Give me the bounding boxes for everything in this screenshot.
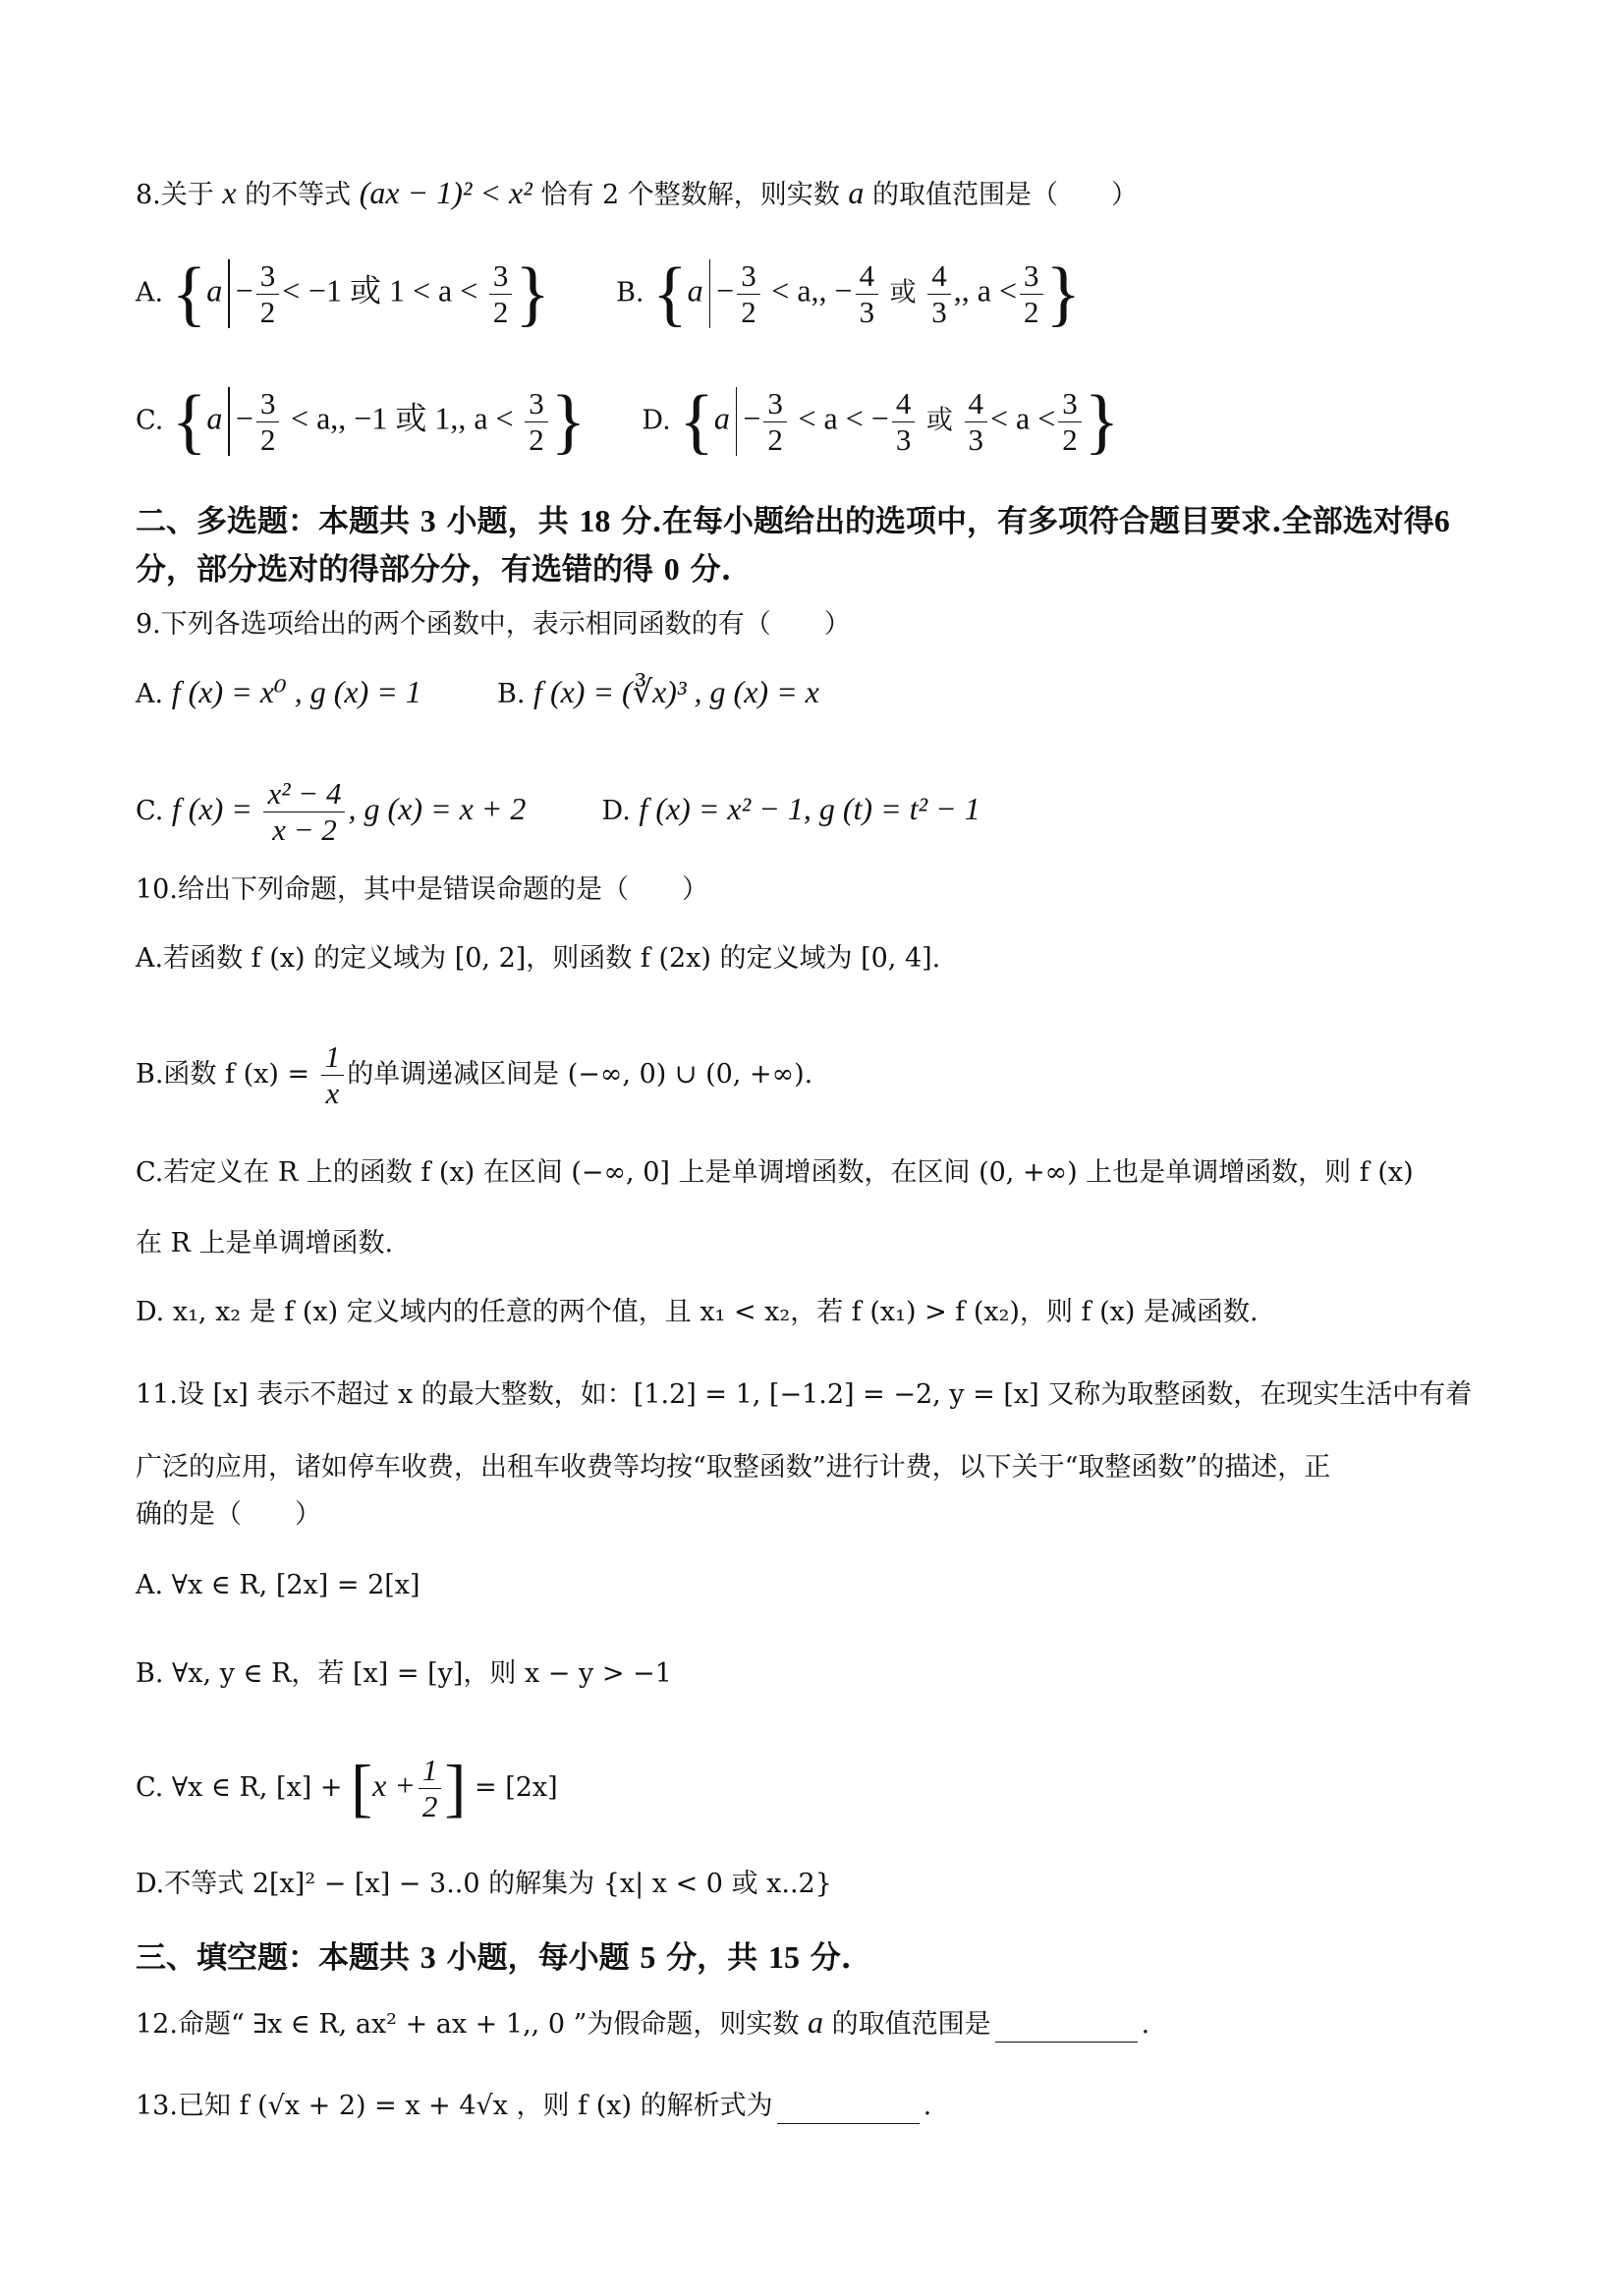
q8-stem: 8.关于 x 的不等式 (ax − 1)² < x² 恰有 2 个整数解，则实数 a 的取值范围是（ ） — [136, 175, 1138, 210]
q13-answer-blank[interactable] — [777, 2096, 920, 2124]
q9-options-ab — [136, 674, 819, 712]
q8-option-c[interactable]: C. {a − $\frac{3}{2}$ < a,, −1 或 1,, a < $\frac{3}{2}$ } — [136, 381, 587, 462]
q10-option-b[interactable]: B.函数 f (x) = $\frac{1}{x}$ 的单调递减区间是 (−∞, 0) ∪ (0, +∞). — [136, 1039, 813, 1110]
q8-option-d[interactable]: D. {a − $\frac{3}{2}$ < a < − $\frac{4}{3}$ 或 $\frac{4}{3}$ < a < $\frac{3}{2}$ } — [642, 381, 1120, 462]
q9-option-d[interactable]: D. f (x) = x² − 1, g (t) = t² − 1 — [601, 791, 980, 826]
q9-stem: 9.下列各选项给出的两个函数中，表示相同函数的有（ ） — [136, 609, 851, 640]
q11-stem-line3: 确的是（ ） — [136, 1499, 321, 1530]
q11-option-b[interactable]: B. ∀x, y ∈ R，若 [x] = [y]，则 x − y > −1 — [136, 1658, 672, 1689]
q12: 12.命题“ ∃x ∈ R, ax² + ax + 1,, 0 ”为假命题，则实数 a 的取值范围是 . — [136, 2004, 1149, 2043]
q8-options-cd — [136, 381, 1120, 462]
q11-stem-line2: 广泛的应用，诸如停车收费，出租车收费等均按“取整函数”进行计费，以下关于“取整函数”的描述，正 — [136, 1452, 1331, 1483]
q12-answer-blank[interactable] — [995, 2014, 1138, 2043]
q9-option-c[interactable]: C. f (x) = $\frac{\text{x² − 4}}{x - 2}$ , g (x) = x + 2 — [136, 776, 527, 847]
q8-option-a[interactable]: A. {a − $\frac{3}{2}$ < −1 或 1 < a < $\frac{3}{2}$ } — [136, 253, 550, 334]
q10-option-c[interactable]: C.若定义在 R 上的函数 f (x) 在区间 (−∞, 0] 上是单调增函数，在区间 (0, +∞) 上也是单调增函数，则 f (x) — [136, 1157, 1414, 1188]
q9-option-b[interactable]: B. f (x) = (∛x)³ , g (x) = x — [497, 674, 819, 709]
q10-stem: 10.给出下列命题，其中是错误命题的是（ ） — [136, 874, 708, 905]
q11-option-c[interactable]: C. ∀x ∈ R, [x] + [x + $\frac{1}{2}$ ] = [2x] — [136, 1752, 558, 1824]
q8-option-b[interactable]: B. {a − $\frac{3}{2}$ < a,, − $\frac{4}{3}$ 或 $\frac{4}{3}$ ,, a < $\frac{3}{2}$ } — [616, 253, 1082, 334]
q11-stem-line1: 11.设 [x] 表示不超过 x 的最大整数，如：[1.2] = 1, [−1.2] = −2, y = [x] 又称为取整函数，在现实生活中有着 — [136, 1379, 1473, 1410]
q10-option-a[interactable]: A.若函数 f (x) 的定义域为 [0, 2]，则函数 f (2x) 的定义域为 [0, 4]. — [136, 943, 941, 974]
section2-heading: 二、多选题：本题共 3 小题，共 18 分.在每小题给出的选项中，有多项符合题目要求.全部选对得6 分，部分选对的得部分分，有选错的得 0 分. — [136, 503, 1450, 588]
q8-options-ab — [136, 253, 1082, 334]
section3-heading: 三、填空题：本题共 3 小题，每小题 5 分，共 15 分. — [136, 1939, 852, 1976]
q11-option-a[interactable]: A. ∀x ∈ R, [2x] = 2[x] — [136, 1570, 420, 1600]
q10-option-c-cont: 在 R 上是单调增函数. — [136, 1228, 394, 1259]
q9-options-cd — [136, 776, 980, 848]
q9-option-a[interactable]: A. f (x) = x⁰ , g (x) = 1 — [136, 674, 421, 709]
q11-option-d[interactable]: D.不等式 2[x]² − [x] − 3..0 的解集为 {x| x < 0 或 x..2} — [136, 1869, 832, 1899]
q13: 13.已知 f (√x + 2) = x + 4√x ，则 f (x) 的解析式为 . — [136, 2089, 931, 2124]
q10-option-d[interactable]: D. x₁, x₂ 是 f (x) 定义域内的任意的两个值，且 x₁ < x₂，若 f (x₁) > f (x₂)，则 f (x) 是减函数. — [136, 1297, 1259, 1327]
